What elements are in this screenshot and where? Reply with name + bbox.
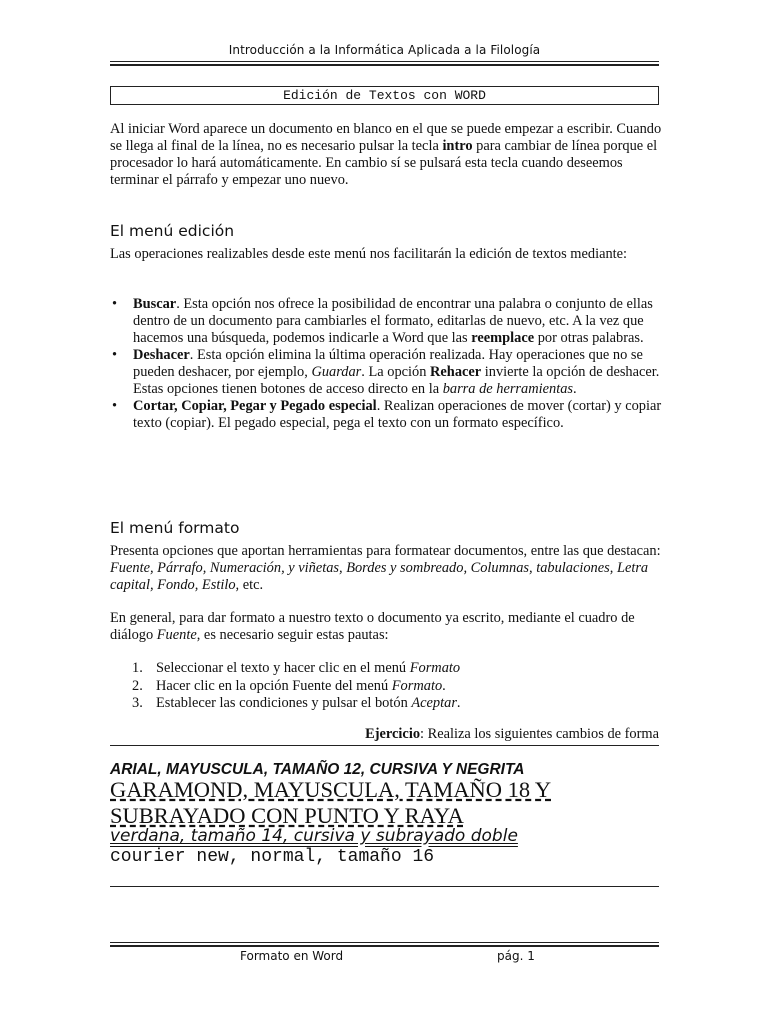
heading-menu-formato: El menú formato (110, 519, 240, 537)
item-bold: Rehacer (430, 364, 482, 380)
heading-menu-edicion: El menú edición (110, 222, 235, 240)
list-item (110, 695, 662, 713)
item-italic: barra de herramientas (442, 381, 573, 397)
step-text: Establecer las condiciones y pulsar el botón (156, 695, 412, 711)
footer-rule-top (110, 942, 659, 943)
section-title-box: Edición de Textos con WORD (110, 86, 659, 105)
item-bold: reemplace (471, 330, 535, 346)
item-text: invierte la opción de deshacer. Estas opciones tienen botones de acceso directo en la (133, 364, 660, 397)
intro-text-1: Al iniciar Word aparece un documento en blanco en el que se puede empezar a escribir. Cuando se llega al final de la línea, no es necesario pulsar la tecla (110, 121, 662, 154)
sample-arial: ARIAL, MAYUSCULA, TAMAÑO 12, CURSIVA Y NEGRITA (110, 761, 525, 778)
step-italic: Formato (391, 677, 443, 694)
bullet-icon: • (112, 398, 118, 414)
exercise-line (110, 726, 659, 743)
item-text: . Realizan operaciones de mover (cortar) y copiar texto (copiar). El pegado especial, pega el texto con un formato específico. (133, 398, 662, 431)
formato-options-italic: Fuente, Párrafo, Numeración, y viñetas, Bordes y sombreado, Columnas, tabulaciones, Letra capital, Fondo, Estilo, (110, 560, 649, 593)
list-item (110, 296, 662, 347)
formato-text: etc. (239, 577, 264, 593)
bullet-icon: • (112, 347, 118, 363)
running-header: Introducción a la Informática Aplicada a la Filología (228, 43, 541, 57)
intro-bold-intro: intro (442, 138, 473, 154)
step-text: . (456, 695, 461, 711)
item-italic: Guardar (311, 364, 362, 380)
item-term-deshacer: Deshacer (133, 347, 190, 363)
step-italic: Aceptar (411, 695, 457, 711)
formato-paragraph-2 (110, 610, 662, 644)
step-number: 1. (132, 660, 143, 676)
sample-garamond: GARAMOND, MAYUSCULA, TAMAÑO 18 Y SUBRAYADO CON PUNTO Y RAYA (110, 777, 552, 828)
formato-fuente-italic: Fuente (156, 627, 197, 643)
step-text: Seleccionar el texto y hacer clic en el menú (156, 660, 410, 676)
sample-verdana: verdana, tamaño 14, cursiva y subrayado doble (110, 826, 518, 846)
step-text: . (442, 677, 446, 694)
step-number: 3. (132, 695, 143, 711)
bullet-icon: • (112, 296, 118, 312)
list-item (110, 678, 662, 696)
formato-steps-list (110, 660, 662, 713)
item-term-cortar: Cortar, Copiar, Pegar y Pegado especial (133, 398, 377, 414)
item-text: . Esta opción nos ofrece la posibilidad de encontrar una palabra o conjunto de ellas dentro de un documento para cambiarles el formato, editarlas de nuevo, etc. A la vez que hacemos una búsqueda, podemos indicarle a Word que las (133, 296, 653, 346)
footer-title: Formato en Word (240, 949, 344, 963)
intro-text-2: para cambiar de línea porque el procesador lo hará automáticamente. En cambio sí se pulsará esta tecla cuando deseemos terminar el párrafo y empezar uno nuevo. (110, 138, 658, 188)
edicion-intro: Las operaciones realizables desde este menú nos facilitarán la edición de textos mediante: (110, 246, 628, 262)
exercise-rule (110, 745, 659, 746)
item-text: . La opción (361, 364, 431, 380)
formato-paragraph-1 (110, 543, 662, 594)
formato-text: Presenta opciones que aportan herramientas para formatear documentos, entre las que destacan: (110, 543, 661, 559)
step-number: 2. (132, 677, 143, 694)
formato-text: , es necesario seguir estas pautas: (196, 627, 389, 643)
footer-rule-bottom (110, 945, 659, 947)
item-text: por otras palabras. (534, 330, 644, 346)
header-rule-top (110, 61, 659, 62)
header-rule-bottom (110, 64, 659, 66)
item-text: . Esta opción elimina la última operación realizada. Hay operaciones que no se pueden deshacer, por ejemplo, (133, 347, 643, 380)
exercise-label: Ejercicio (365, 726, 421, 742)
list-item (110, 660, 662, 678)
step-italic: Formato (409, 660, 461, 676)
list-item (110, 347, 662, 398)
step-text: Hacer clic en la opción Fuente del menú (156, 677, 392, 694)
intro-paragraph (110, 121, 662, 189)
exercise-text: : Realiza los siguientes cambios de forma (420, 726, 659, 742)
item-term-buscar: Buscar (133, 296, 177, 312)
edicion-bullet-list (110, 296, 662, 432)
sample-courier: courier new, normal, tamaño 16 (110, 847, 435, 867)
list-item (110, 398, 662, 432)
formato-text: En general, para dar formato a nuestro texto o documento ya escrito, mediante el cuadro de diálogo (110, 610, 635, 643)
samples-rule (110, 886, 659, 887)
page-number: pág. 1 (497, 949, 535, 963)
item-text: . (573, 381, 577, 397)
